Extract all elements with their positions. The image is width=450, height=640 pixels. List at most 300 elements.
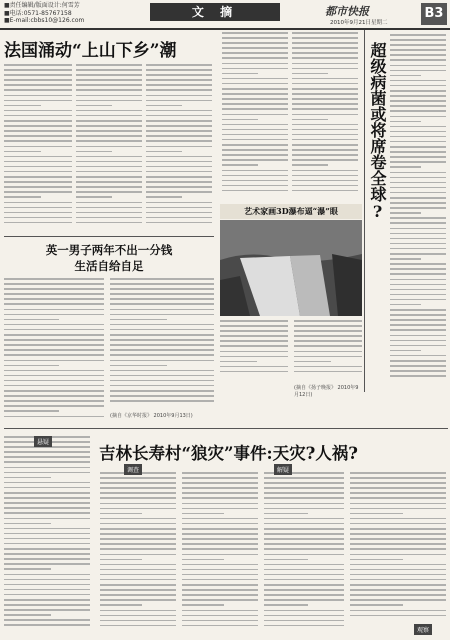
text-line (182, 569, 258, 571)
text-line (76, 64, 142, 66)
article-france-cont-col2 (292, 32, 358, 200)
text-line (264, 533, 344, 535)
text-line (222, 78, 288, 80)
text-line (390, 365, 446, 367)
text-line (76, 105, 112, 107)
text-line (390, 309, 446, 311)
text-line (292, 78, 358, 80)
text-line (4, 222, 72, 224)
text-line (390, 151, 446, 153)
text-line (146, 130, 212, 132)
text-line (292, 57, 358, 59)
text-line (100, 579, 176, 581)
text-line (4, 79, 72, 81)
text-line (146, 212, 212, 214)
text-line (182, 610, 258, 612)
text-line (4, 614, 51, 616)
text-line (390, 131, 446, 133)
text-line (350, 492, 446, 494)
text-line (110, 283, 214, 285)
text-line (146, 84, 212, 86)
article-3d-waterfall (220, 204, 362, 398)
text-line (222, 42, 288, 44)
text-line (4, 365, 59, 367)
text-line (294, 320, 362, 322)
text-line (4, 528, 90, 530)
text-line (146, 222, 212, 224)
text-line (76, 140, 142, 142)
text-line (292, 175, 358, 177)
text-line (4, 186, 72, 188)
text-line (264, 589, 344, 591)
article-uk-source: (摘自《京华时报》 2010年9月13日) (110, 413, 193, 419)
text-line (100, 569, 176, 571)
text-line (76, 125, 142, 127)
text-line (4, 64, 72, 66)
text-line (222, 175, 288, 177)
text-line (182, 604, 224, 606)
text-line (182, 579, 258, 581)
text-line (264, 528, 344, 530)
text-line (110, 329, 214, 331)
text-line (100, 513, 142, 515)
text-line (4, 69, 72, 71)
text-line (100, 620, 176, 622)
text-line (4, 202, 72, 204)
text-line (100, 543, 176, 545)
text-line (4, 482, 90, 484)
text-line (222, 98, 288, 100)
text-line (222, 190, 288, 192)
text-line (292, 47, 358, 49)
text-line (4, 105, 41, 107)
text-line (182, 574, 258, 576)
text-line (76, 79, 142, 81)
text-line (264, 518, 344, 520)
text-line (146, 89, 212, 91)
text-line (100, 538, 176, 540)
text-line (4, 349, 104, 351)
text-line (222, 47, 288, 49)
text-line (110, 390, 214, 392)
text-line (100, 508, 176, 510)
text-line (294, 366, 362, 368)
text-line (110, 365, 167, 367)
text-line (264, 482, 344, 484)
text-line (4, 329, 104, 331)
text-line (146, 105, 182, 107)
text-line (110, 354, 214, 356)
text-line (76, 74, 142, 76)
article-jilin-col4 (264, 472, 344, 632)
text-line (222, 119, 258, 121)
text-line (100, 487, 176, 489)
text-line (222, 73, 258, 75)
text-line (110, 278, 214, 280)
text-line (292, 129, 358, 131)
text-line (76, 95, 142, 97)
text-line (182, 625, 258, 627)
text-line (146, 176, 212, 178)
text-line (292, 185, 358, 187)
text-line (292, 154, 358, 156)
text-line (100, 604, 142, 606)
text-line (182, 487, 258, 489)
editor-line: ■责任编辑/版面设计:何雪芳 (4, 2, 80, 9)
text-line (222, 83, 288, 85)
text-line (390, 141, 446, 143)
text-line (390, 126, 446, 128)
text-line (292, 124, 358, 126)
text-line (222, 149, 288, 151)
text-line (264, 625, 344, 627)
text-line (294, 345, 362, 347)
text-line (390, 294, 446, 296)
text-line (390, 110, 446, 112)
text-line (4, 507, 90, 509)
text-line (4, 502, 90, 504)
text-line (350, 523, 446, 525)
text-line (350, 518, 446, 520)
text-line (222, 170, 288, 172)
text-line (220, 361, 257, 363)
text-line (390, 65, 446, 67)
text-line (146, 100, 212, 102)
text-line (294, 325, 362, 327)
text-line (4, 130, 72, 132)
article-3d-col2 (294, 320, 362, 380)
text-line (4, 171, 72, 173)
text-line (390, 314, 446, 316)
text-line (4, 370, 104, 372)
text-line (350, 599, 446, 601)
text-line (350, 604, 403, 606)
text-line (292, 114, 358, 116)
text-line (390, 172, 446, 174)
text-line (350, 589, 446, 591)
text-line (390, 156, 446, 158)
text-line (350, 477, 446, 479)
text-line (390, 273, 446, 275)
phone-line: ■电话:0571-85767158 (4, 9, 72, 17)
text-line (100, 559, 142, 561)
text-line (4, 523, 51, 525)
text-line (390, 80, 446, 82)
text-line (4, 115, 72, 117)
text-line (76, 151, 112, 153)
text-line (222, 185, 288, 187)
text-line (4, 624, 90, 626)
text-line (76, 171, 142, 173)
text-line (76, 202, 142, 204)
text-line (350, 508, 446, 510)
article-france (4, 32, 214, 232)
subhead-explanation: 解疑 (274, 464, 292, 475)
text-line (182, 508, 258, 510)
text-line (4, 548, 90, 550)
text-line (76, 100, 142, 102)
text-line (350, 533, 446, 535)
text-line (4, 156, 72, 158)
contact-info (4, 2, 84, 25)
text-line (100, 528, 176, 530)
text-line (146, 202, 212, 204)
text-line (4, 314, 104, 316)
text-line (294, 356, 362, 358)
text-line (4, 543, 90, 545)
article-superbug-headline: 超级病菌或将席卷全球? (368, 42, 387, 221)
divider-bottom (4, 428, 448, 429)
text-line (4, 467, 90, 469)
text-line (390, 202, 446, 204)
text-line (110, 385, 214, 387)
text-line (294, 340, 362, 342)
text-line (222, 57, 288, 59)
text-line (292, 83, 358, 85)
article-3d-headline: 艺术家画3D瀑布逼“瀑”眼 (220, 204, 362, 219)
text-line (182, 533, 258, 535)
text-line (100, 492, 176, 494)
text-line (110, 324, 214, 326)
text-line (292, 190, 358, 192)
text-line (76, 181, 142, 183)
text-line (4, 360, 104, 362)
text-line (4, 609, 90, 611)
text-line (4, 584, 90, 586)
text-line (390, 177, 446, 179)
text-line (4, 380, 104, 382)
text-line (350, 472, 446, 474)
text-line (222, 114, 288, 116)
text-line (4, 283, 104, 285)
article-france-col2 (76, 64, 142, 229)
text-line (390, 44, 446, 46)
page-number: B3 (421, 3, 447, 25)
text-line (146, 79, 212, 81)
text-line (292, 180, 358, 182)
text-line (76, 135, 142, 137)
text-line (110, 360, 214, 362)
text-line (110, 375, 214, 377)
text-line (390, 90, 446, 92)
article-uk-headline-line1: 英一男子两年不出一分钱 (45, 243, 173, 257)
article-jilin-headline: 吉林长寿村“狼灾”事件:天灾?人祸? (99, 444, 358, 463)
text-line (390, 253, 446, 255)
text-line (264, 569, 344, 571)
text-line (4, 451, 90, 453)
text-line (390, 207, 446, 209)
text-line (4, 619, 90, 621)
article-jilin-col1 (4, 436, 90, 634)
text-line (222, 144, 288, 146)
text-line (146, 191, 212, 193)
text-line (222, 93, 288, 95)
text-line (4, 212, 72, 214)
sidebar-divider (364, 30, 365, 392)
text-line (76, 120, 142, 122)
text-line (390, 95, 446, 97)
text-line (390, 360, 446, 362)
text-line (350, 564, 446, 566)
text-line (4, 553, 90, 555)
text-line (390, 243, 446, 245)
text-line (390, 197, 446, 199)
text-line (4, 288, 104, 290)
text-line (76, 176, 142, 178)
text-line (390, 100, 446, 102)
text-line (390, 228, 446, 230)
text-line (350, 482, 446, 484)
article-france-col3 (146, 64, 212, 229)
text-line (390, 212, 421, 214)
text-line (390, 54, 446, 56)
text-line (220, 345, 288, 347)
text-line (182, 620, 258, 622)
text-line (110, 344, 214, 346)
text-line (146, 156, 212, 158)
text-line (390, 192, 446, 194)
text-line (222, 108, 288, 110)
text-line (100, 554, 176, 556)
text-line (146, 135, 212, 137)
text-line (4, 293, 104, 295)
article-france-cont-col1 (222, 32, 288, 200)
text-line (182, 554, 258, 556)
text-line (4, 84, 72, 86)
text-line (76, 146, 142, 148)
text-line (292, 63, 358, 65)
text-line (390, 355, 446, 357)
text-line (220, 330, 288, 332)
text-line (4, 89, 72, 91)
text-line (350, 559, 403, 561)
text-line (110, 400, 214, 402)
text-line (182, 472, 258, 474)
text-line (294, 330, 362, 332)
article-jilin-col5 (350, 472, 446, 622)
text-line (110, 309, 214, 311)
text-line (146, 171, 212, 173)
text-line (146, 120, 212, 122)
text-line (220, 351, 288, 353)
text-line (146, 110, 212, 112)
text-line (390, 248, 446, 250)
text-line (4, 461, 90, 463)
text-line (222, 154, 288, 156)
text-line (146, 166, 212, 168)
text-line (350, 610, 446, 612)
text-line (350, 528, 446, 530)
article-uk-man (4, 240, 214, 426)
text-line (182, 492, 258, 494)
text-line (390, 345, 446, 347)
text-line (292, 52, 358, 54)
text-line (100, 599, 176, 601)
text-line (76, 69, 142, 71)
text-line (390, 329, 446, 331)
text-line (4, 487, 90, 489)
text-line (350, 513, 403, 515)
text-line (264, 492, 344, 494)
text-line (222, 134, 288, 136)
text-line (390, 268, 446, 270)
text-line (4, 309, 104, 311)
text-line (350, 574, 446, 576)
text-line (220, 371, 288, 373)
article-uk-col2 (110, 278, 214, 408)
text-line (76, 110, 142, 112)
text-line (390, 146, 446, 148)
text-line (76, 89, 142, 91)
text-line (182, 477, 258, 479)
text-line (4, 492, 90, 494)
text-line (4, 579, 90, 581)
text-line (350, 487, 446, 489)
text-line (4, 512, 90, 514)
text-line (390, 116, 446, 118)
text-line (4, 120, 72, 122)
text-line (4, 400, 104, 402)
text-line (100, 610, 176, 612)
text-line (110, 298, 214, 300)
text-line (100, 615, 176, 617)
text-line (264, 477, 344, 479)
text-line (264, 548, 344, 550)
text-line (220, 335, 288, 337)
text-line (76, 186, 142, 188)
text-line (264, 594, 344, 596)
text-line (264, 497, 344, 499)
subhead-investigation: 调查 (124, 464, 142, 475)
text-line (4, 146, 72, 148)
text-line (100, 497, 176, 499)
text-line (292, 88, 358, 90)
text-line (76, 222, 142, 224)
text-line (4, 456, 90, 458)
text-line (100, 523, 176, 525)
text-line (4, 151, 41, 153)
text-line (76, 191, 142, 193)
text-line (294, 371, 362, 373)
text-line (292, 134, 358, 136)
text-line (292, 68, 358, 70)
text-line (182, 599, 258, 601)
text-line (100, 477, 176, 479)
text-line (264, 523, 344, 525)
text-line (182, 528, 258, 530)
issue-date: 2010年9月21日星期二 (330, 20, 388, 26)
text-line (222, 52, 288, 54)
text-line (264, 579, 344, 581)
text-line (146, 69, 212, 71)
article-france-headline: 法国涌动“上山下乡”潮 (4, 41, 177, 61)
text-line (220, 325, 288, 327)
text-line (390, 39, 446, 41)
text-line (110, 319, 167, 321)
text-line (390, 187, 446, 189)
text-line (110, 314, 214, 316)
text-line (4, 574, 90, 576)
text-line (100, 533, 176, 535)
text-line (182, 615, 258, 617)
text-line (146, 64, 212, 66)
article-uk-col1 (4, 278, 104, 422)
text-line (76, 166, 142, 168)
text-line (4, 176, 72, 178)
text-line (264, 543, 344, 545)
text-line (4, 339, 104, 341)
text-line (292, 98, 358, 100)
